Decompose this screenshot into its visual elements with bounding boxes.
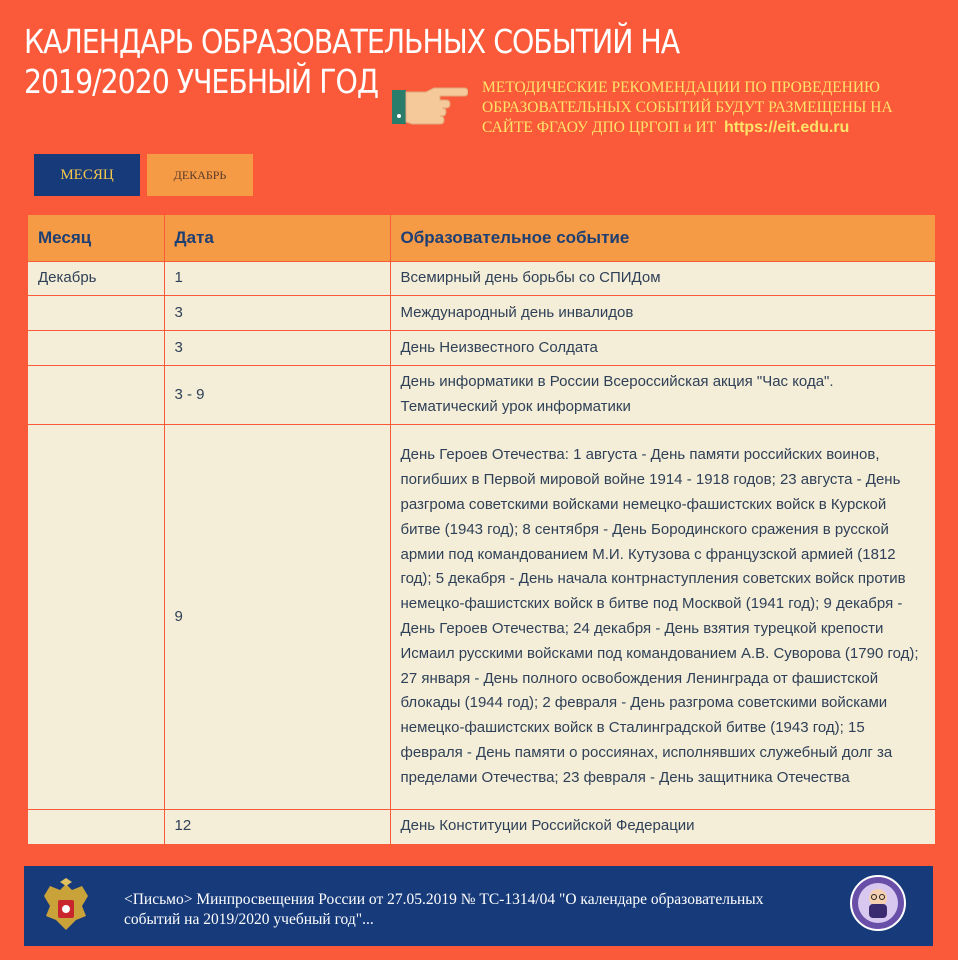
pointing-hand-icon (392, 80, 468, 136)
cell-month (28, 366, 164, 425)
cell-month (28, 331, 164, 366)
cell-date: 3 (164, 331, 390, 366)
cell-date: 12 (164, 810, 390, 844)
cell-month (28, 425, 164, 810)
cell-month: Декабрь (28, 262, 164, 296)
cell-event: Всемирный день борьбы со СПИДом (390, 262, 935, 296)
page-title: КАЛЕНДАРЬ ОБРАЗОВАТЕЛЬНЫХ СОБЫТИЙ НА 2019/2020 УЧЕБНЫЙ ГОД (24, 22, 680, 101)
cell-event: Международный день инвалидов (390, 296, 935, 331)
footer-banner[interactable] (24, 866, 933, 946)
cell-event: День Героев Отечества: 1 августа - День памяти российских воинов, погибших в Первой мировой войне 1914 - 1918 годов; 23 августа - День разгрома советскими войсками немецко-фашистских войск в Курской битве (1943 год); 8 сентября - День Бородинского сражения в русской армии под командованием М.И. Кутузова с французской армией (1812 год); 5 декабря - День начала контрнаступления советских войск против немецко-фашистских войск в битве под Москвой (1941 год); 9 декабря - День Героев Отечества; 24 декабря - День взятия турецкой крепости Исмаил русскими войсками под командованием А.В. Суворова (1790 год); 27 января - День полного освобождения Ленинграда от фашистской блокады (1944 год); 2 февраля - День разгрома советскими войсками немецко-фашистских войск в Сталинградской битве (1943 год); 15 февраля - День памяти о россиянах, исполнявших служебный долг за пределами Отечества; 23 февраля - День защитника Отечества (390, 425, 935, 810)
table-row (28, 366, 935, 425)
table-row (28, 425, 935, 810)
footer-letter-text: <Письмо> Минпросвещения России от 27.05.2019 № ТС-1314/04 "О календаре образовательных событий на 2019/2020 учебный год"... (124, 891, 764, 928)
december-button[interactable]: ДЕКАБРЬ (147, 154, 253, 196)
cell-month (28, 296, 164, 331)
table-row (28, 262, 935, 296)
month-button[interactable]: МЕСЯЦ (34, 154, 140, 196)
table-row (28, 810, 935, 844)
table-header-row (28, 215, 935, 262)
table-row (28, 296, 935, 331)
notice-suffix: и ИТ (679, 119, 717, 136)
notice-text (482, 78, 942, 138)
cell-date: 9 (164, 425, 390, 810)
consultant-plus-logo-icon[interactable] (850, 874, 906, 932)
russian-coat-of-arms-icon (36, 876, 96, 936)
header-event: Образовательное событие (390, 215, 935, 262)
cell-date: 1 (164, 262, 390, 296)
cell-event: День информатики в России Всероссийская акция "Час кода". Тематический урок информатики (390, 366, 935, 425)
cell-event: День Неизвестного Солдата (390, 331, 935, 366)
cell-event: День Конституции Российской Федерации (390, 810, 935, 844)
notice-main: МЕТОДИЧЕСКИЕ РЕКОМЕНДАЦИИ ПО ПРОВЕДЕНИЮ ОБРАЗОВАТЕЛЬНЫХ СОБЫТИЙ БУДУТ РАЗМЕЩЕНЫ НА САЙТЕ ФГАОУ ДПО ЦРГОП (482, 79, 893, 136)
header-date: Дата (164, 215, 390, 262)
site-link[interactable]: https://eit.edu.ru (723, 119, 850, 136)
cell-month (28, 810, 164, 844)
table-row (28, 331, 935, 366)
header-month: Месяц (28, 215, 164, 262)
cell-date: 3 - 9 (164, 366, 390, 425)
events-table (28, 215, 935, 844)
cell-date: 3 (164, 296, 390, 331)
